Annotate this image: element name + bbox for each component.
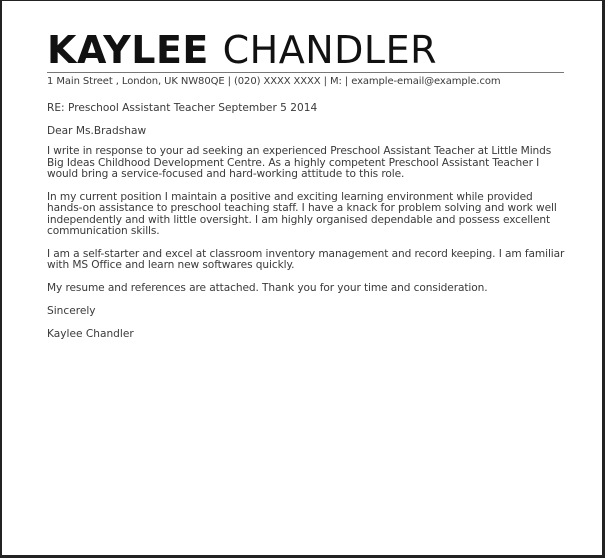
first-name: KAYLEE bbox=[47, 28, 209, 72]
letter-content bbox=[47, 28, 567, 340]
last-name: CHANDLER bbox=[222, 28, 437, 72]
body-paragraph-2: In my current position I maintain a positive and exciting learning environment while provided hands-on assistance to preschool teaching staff. I have a knack for problem solving and work well independently and with little oversight. I am highly organised dependable and possess excellent communication skills. bbox=[47, 190, 557, 237]
re-line: RE: Preschool Assistant Teacher September 5 2014 bbox=[47, 102, 318, 114]
body-paragraph-4: My resume and references are attached. Thank you for your time and consideration. bbox=[47, 281, 488, 294]
body-paragraph-3: I am a self-starter and excel at classroom inventory management and record keeping. I am familiar with MS Office and learn new softwares quickly. bbox=[47, 247, 565, 271]
contact-line: 1 Main Street , London, UK NW80QE | (020) XXXX XXXX | M: | example-email@example.com bbox=[47, 72, 564, 88]
closing: Sincerely bbox=[47, 305, 96, 317]
signature-name: Kaylee Chandler bbox=[47, 328, 134, 340]
body-paragraph-1: I write in response to your ad seeking an experienced Preschool Assistant Teacher at Little Minds Big Ideas Childhood Development Centre. As a highly competent Preschool Assistant Teacher I would bring a service-focused and hard-working attitude to this role. bbox=[47, 145, 552, 180]
applicant-name bbox=[47, 28, 567, 72]
salutation: Dear Ms.Bradshaw bbox=[47, 125, 147, 137]
